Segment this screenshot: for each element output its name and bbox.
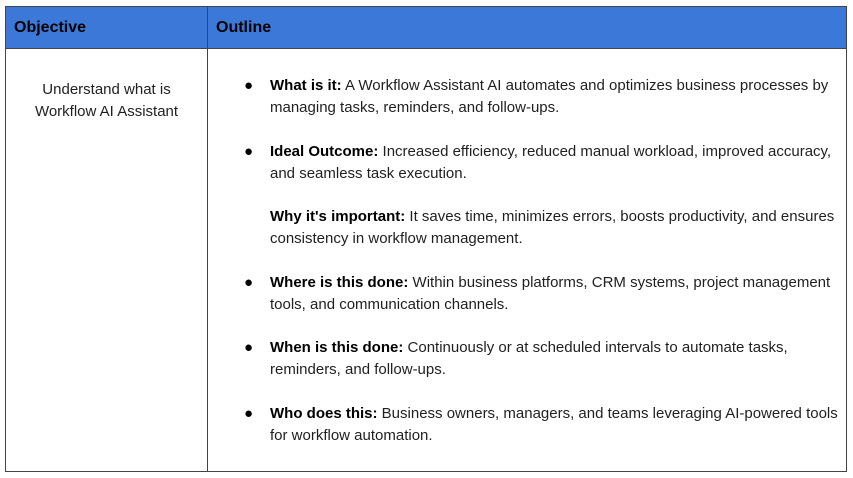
objective-outline-table [5,6,847,472]
outline-item-text: Within business platforms, CRM systems, project management tools, and communication channels. [270,274,831,313]
outline-item-label: What is it: [270,77,342,94]
outline-item-text: It saves time, minimizes errors, boosts productivity, and ensures consistency in workflow management. [270,208,835,247]
outline-item-why-important [270,206,842,250]
bullet-icon: ● [244,143,254,160]
outline-item-label: Who does this: [270,405,378,422]
bullet-icon: ● [244,274,254,291]
outline-item-text: A Workflow Assistant AI automates and optimizes business processes by managing tasks, reminders, and follow-ups. [270,77,829,116]
bullet-icon: ● [244,339,254,356]
objective-cell [6,49,208,471]
outline-item-who [270,403,842,447]
outline-item-label: Why it's important: [270,208,406,225]
outline-item-where [270,272,842,316]
outline-item-label: Where is this done: [270,274,409,291]
bullet-icon: ● [244,77,254,94]
outline-item-label: When is this done: [270,339,404,356]
objective-column-header: Objective [6,7,208,48]
outline-item-when [270,337,842,381]
outline-cell [208,49,846,471]
outline-column-header: Outline [216,19,272,36]
outline-item-ideal-outcome [270,141,842,185]
outline-item-text: Continuously or at scheduled intervals to automate tasks, reminders, and follow-ups. [270,339,788,378]
objective-text: Understand what is Workflow AI Assistant [34,81,179,120]
table-header-row [6,7,846,49]
outline-item-label: Ideal Outcome: [270,143,379,160]
outline-item-text: Increased efficiency, reduced manual workload, improved accuracy, and seamless task execution. [270,143,832,182]
outline-item-what [270,75,842,119]
outline-item-text: Business owners, managers, and teams leveraging AI-powered tools for workflow automation. [270,405,838,444]
bullet-icon: ● [244,405,254,422]
table-body-row [6,49,846,471]
